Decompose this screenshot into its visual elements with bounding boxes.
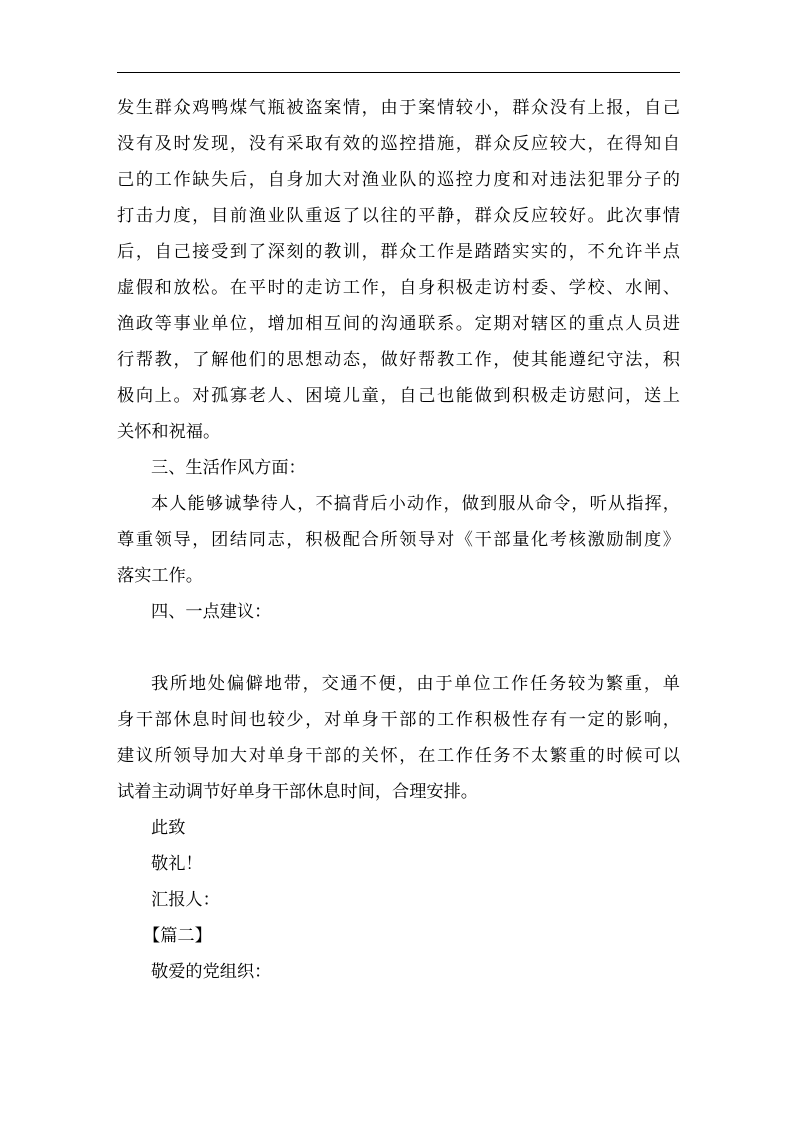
paragraph-suggestion [117,666,680,810]
text-line: 尊重领导，团结同志，积极配合所领导对《干部量化考核激励制度》 [117,530,680,550]
text-line: 极向上。对孤寡老人、困境儿童，自己也能做到积极走访慰问，送上 [117,386,680,406]
text-line: 后，自己接受到了深刻的教训，群众工作是踏踏实实的，不允许半点 [117,242,680,262]
salutation: 敬爱的党组织： [151,962,272,982]
closing-cizhi: 此致 [151,818,186,838]
text-line: 渔政等事业单位，增加相互间的沟通联系。定期对辖区的重点人员进 [117,314,680,334]
section-marker: 【篇二】 [143,926,212,946]
text-line: 本人能够诚挚待人，不搞背后小动作，做到服从命令，听从指挥， [151,494,680,514]
signature-label: 汇报人： [151,890,220,910]
text-line: 试着主动调节好单身干部休息时间，合理安排。 [117,782,478,802]
text-line: 己的工作缺失后，自身加大对渔业队的巡控力度和对违法犯罪分子的 [117,170,680,190]
text-line: 我所地处偏僻地带，交通不便，由于单位工作任务较为繁重，单 [151,674,680,694]
text-line: 发生群众鸡鸭煤气瓶被盗案情，由于案情较小，群众没有上报，自己 [117,98,680,118]
text-line: 没有及时发现，没有采取有效的巡控措施，群众反应较大，在得知自 [117,134,680,154]
document-body [117,90,680,990]
text-line: 虚假和放松。在平时的走访工作，自身积极走访村委、学校、水闸、 [117,278,680,298]
text-line: 建议所领导加大对单身干部的关怀，在工作任务不太繁重的时候可以 [117,746,680,766]
closing-jingli: 敬礼！ [151,854,203,874]
text-line: 落实工作。 [117,566,203,586]
text-line: 行帮教，了解他们的思想动态，做好帮教工作，使其能遵纪守法，积 [117,350,680,370]
text-line: 身干部休息时间也较少，对单身干部的工作积极性存有一定的影响， [117,710,680,730]
text-line: 打击力度，目前渔业队重返了以往的平静，群众反应较好。此次事情 [117,206,680,226]
section-heading-lifestyle: 三、生活作风方面： [151,458,306,478]
paragraph-conduct-details [117,90,680,450]
section-heading-suggestion: 四、一点建议： [151,602,272,622]
paragraph-lifestyle [117,486,680,594]
header-rule [117,72,680,73]
text-line: 关怀和祝福。 [117,422,221,442]
blank-line [117,630,680,666]
